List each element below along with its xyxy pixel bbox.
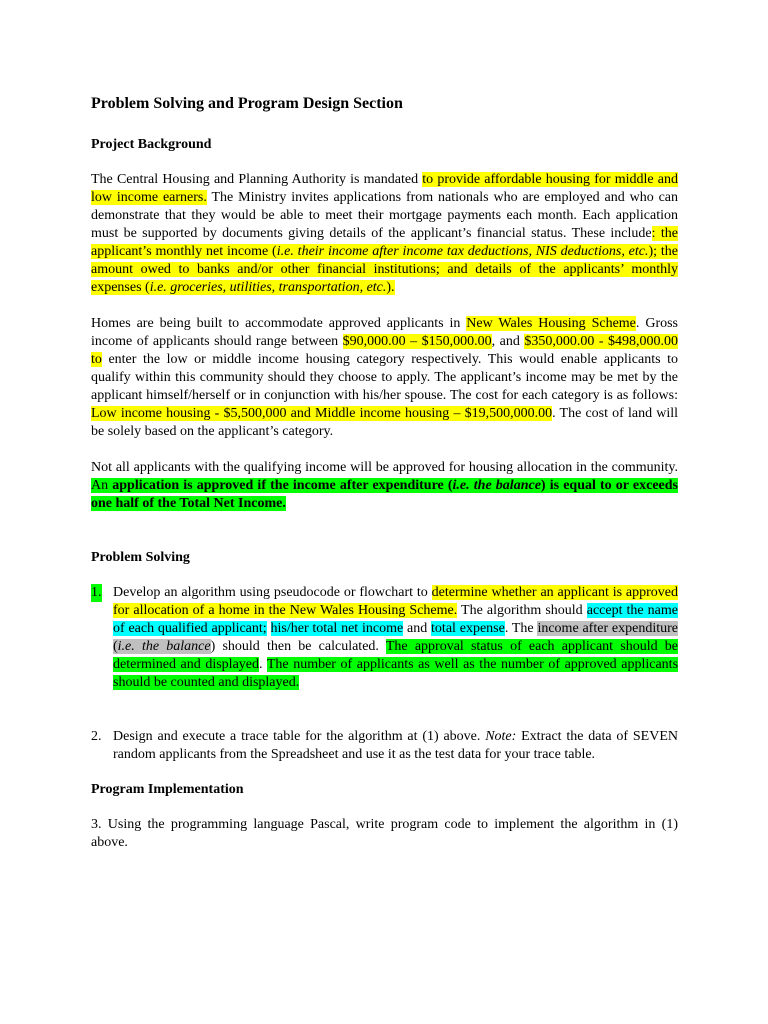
list-item: 1. Develop an algorithm using pseudocode or flowchart to determine whether an applicant is approved for allocation of a home in the New Wales Housing Scheme. The algorithm should accept the name of each qualified applicant; his/her total net income and total expense. The income after expenditure (i.e. the balance) should then be calculated. The approval status of each applicant should be determined and displayed. The number of applicants as well as the number of approved applicants should be counted and displayed. (91, 585, 679, 690)
background-paragraph-1: The Central Housing and Planning Authority is mandated to provide affordable housing for middle and low income earners. The Ministry invites applications from nationals who are employed and who can demonstrate that they would be able to meet their mortgage payments each month. Each application must be supported by documents giving details of the applicant’s financial status. These include: the applicant’s monthly net income (i.e. their income after income tax deductions, NIS deductions, etc.); the amount owed to banks and/or other financial institutions; and details of the applicants’ monthly expenses (i.e. groceries, utilities, transportation, etc.). (91, 172, 679, 295)
implementation-paragraph: 3. Using the programming language Pascal, write program code to implement the algorithm in (1) above. (91, 817, 678, 850)
problem-solving-list (91, 584, 678, 764)
project-background-heading: Project Background (91, 137, 212, 152)
background-paragraph-3: Not all applicants with the qualifying income will be approved for housing allocation in the community. An application is approved if the income after expenditure (i.e. the balance) is equal to or exceeds one half of the Total Net Income. (91, 460, 678, 511)
list-item: 2. Design and execute a trace table for the algorithm at (1) above. Note: Extract the data of SEVEN random applicants from the Spreadsheet and use it as the test data for your trace table. (91, 729, 678, 762)
item-number: 2. (91, 729, 102, 744)
page-title: Problem Solving and Program Design Section (91, 95, 403, 112)
background-paragraph-2: Homes are being built to accommodate approved applicants in New Wales Housing Scheme. Gross income of applicants should range between $90,000.00 – $150,000.00, and $350,000.00 - $498,000.00 to enter the low or middle income housing category respectively. This would enable applicants to qualify within this community should they choose to apply. The applicant’s income may be met by the applicant himself/herself or in conjunction with his/her spouse. The cost for each category is as follows: Low income housing - $5,500,000 and Middle income housing – $19,500,000.00. The cost of land will be solely based on the applicant’s category. (91, 316, 679, 439)
problem-solving-heading: Problem Solving (91, 550, 190, 565)
spacer (91, 531, 678, 549)
program-implementation-heading: Program Implementation (91, 782, 244, 797)
item-number: 1. (91, 585, 102, 600)
